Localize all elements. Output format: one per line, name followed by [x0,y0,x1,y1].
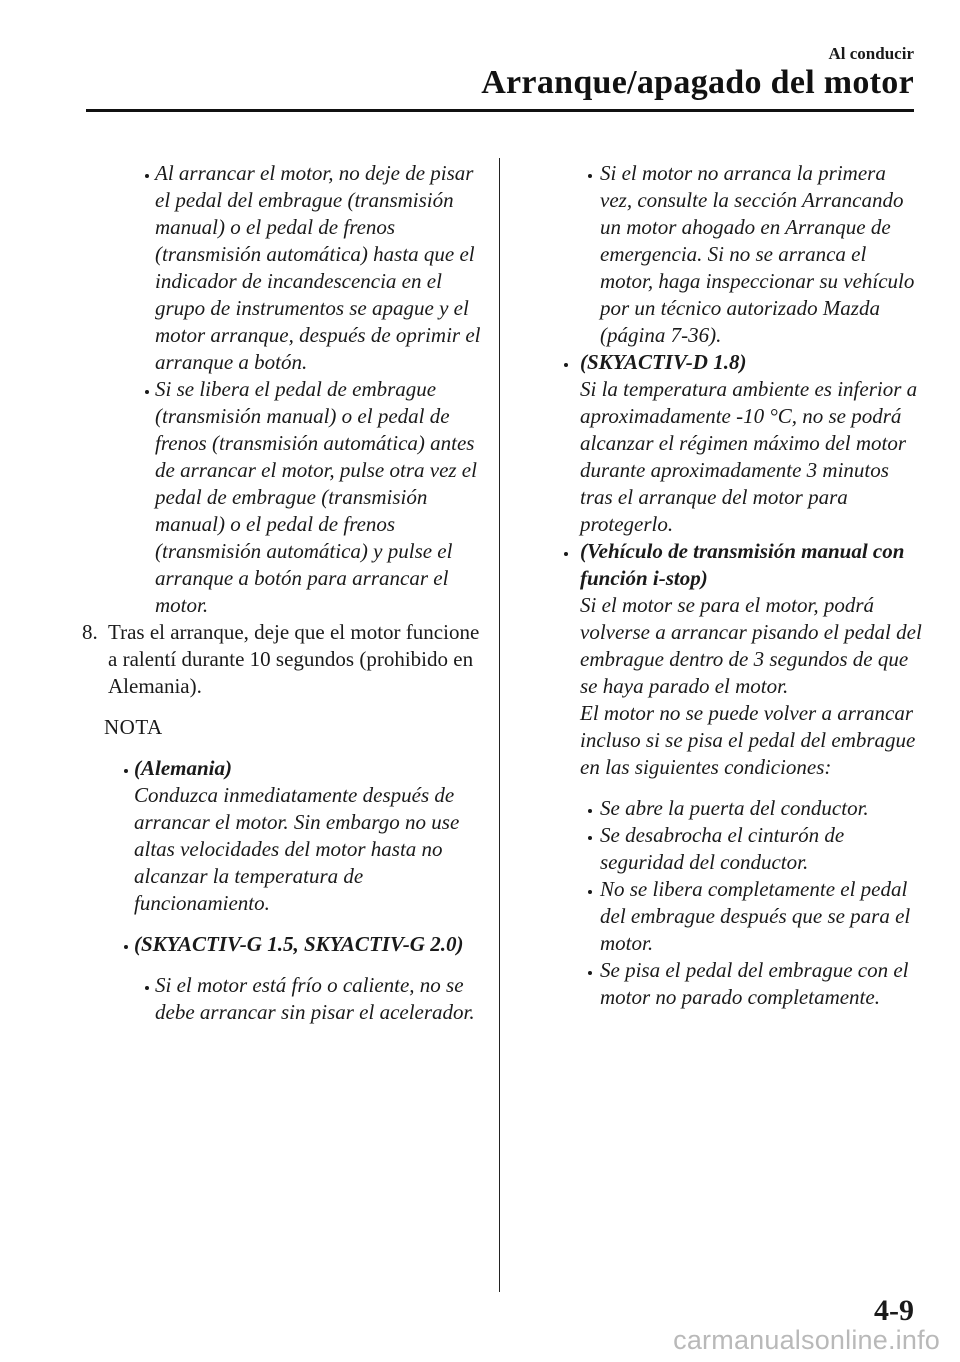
note-item [82,755,482,917]
condition-item: Se abre la puerta del conductor. [512,795,922,822]
condition-item: No se libera completamente el pedal del embrague después que se para el motor. [512,876,922,957]
step-8 [82,619,482,700]
watermark: carmanualsonline.info [673,1325,940,1355]
note-text-2: El motor no se puede volver a arrancar incluso si se pisa el pedal del embrague en las siguientes condiciones: [580,701,916,779]
section-label: Al conducir [828,44,914,63]
note-heading: (Vehículo de transmisión manual con función i-stop) [580,539,905,590]
page-title: Arranque/apagado del motor [481,64,914,101]
condition-item: Se desabrocha el cinturón de seguridad del conductor. [512,822,922,876]
note-heading: (SKYACTIV-D 1.8) [580,350,747,374]
column-divider [499,158,500,1292]
note-label: NOTA [104,715,163,739]
note-subitem: Si el motor está frío o caliente, no se debe arrancar sin pisar el acelerador. [82,972,482,1026]
note-text: Si la temperatura ambiente es inferior a aproximadamente -10 °C, no se podrá alcanzar el régimen máximo del motor durante aproximadamente 3 minutos tras el arranque del motor para protegerlo. [580,377,918,536]
step-number: 8. [82,620,98,644]
note-heading: (Alemania) [134,756,232,780]
list-item: Si se libera el pedal de embrague (transmisión manual) o el pedal de frenos (transmisión automática) antes de arrancar el motor, pulse otra vez el pedal de embrague (transmisión manual) o el pedal de frenos (transmisión automática) y pulse el arranque a botón para arrancar el motor. [82,376,482,619]
list-item: Al arrancar el motor, no deje de pisar el pedal del embrague (transmisión manual) o el pedal de frenos (transmisión automática) hasta que el indicador de incandescencia en el grupo de instrumentos se apague y el motor arranque, después de oprimir el arranque a botón. [82,160,482,376]
page-number: 4-9 [874,1294,914,1327]
note-text: Si el motor se para el motor, podrá volverse a arrancar pisando el pedal del embrague dentro de 3 segundos de que se haya parado el motor. [580,593,922,698]
list-item: Si el motor no arranca la primera vez, consulte la sección Arrancando un motor ahogado en Arranque de emergencia. Si no se arranca el motor, haga inspeccionar su vehículo por un técnico autorizado Mazda (página 7-36). [512,160,922,349]
step-text: Tras el arranque, deje que el motor funcione a ralentí durante 10 segundos (prohibido en Alemania). [108,620,480,698]
condition-item: Se pisa el pedal del embrague con el motor no parado completamente. [512,957,922,1011]
note-item [512,538,922,781]
note-item [82,931,482,958]
left-column [82,160,482,1026]
note-text: Conduzca inmediatamente después de arrancar el motor. Sin embargo no use altas velocidades del motor hasta no alcanzar la temperatura de funcionamiento. [134,783,460,915]
header-rule [86,109,914,112]
note-heading: (SKYACTIV-G 1.5, SKYACTIV-G 2.0) [134,932,464,956]
note-item [512,349,922,538]
right-column [512,160,922,1011]
